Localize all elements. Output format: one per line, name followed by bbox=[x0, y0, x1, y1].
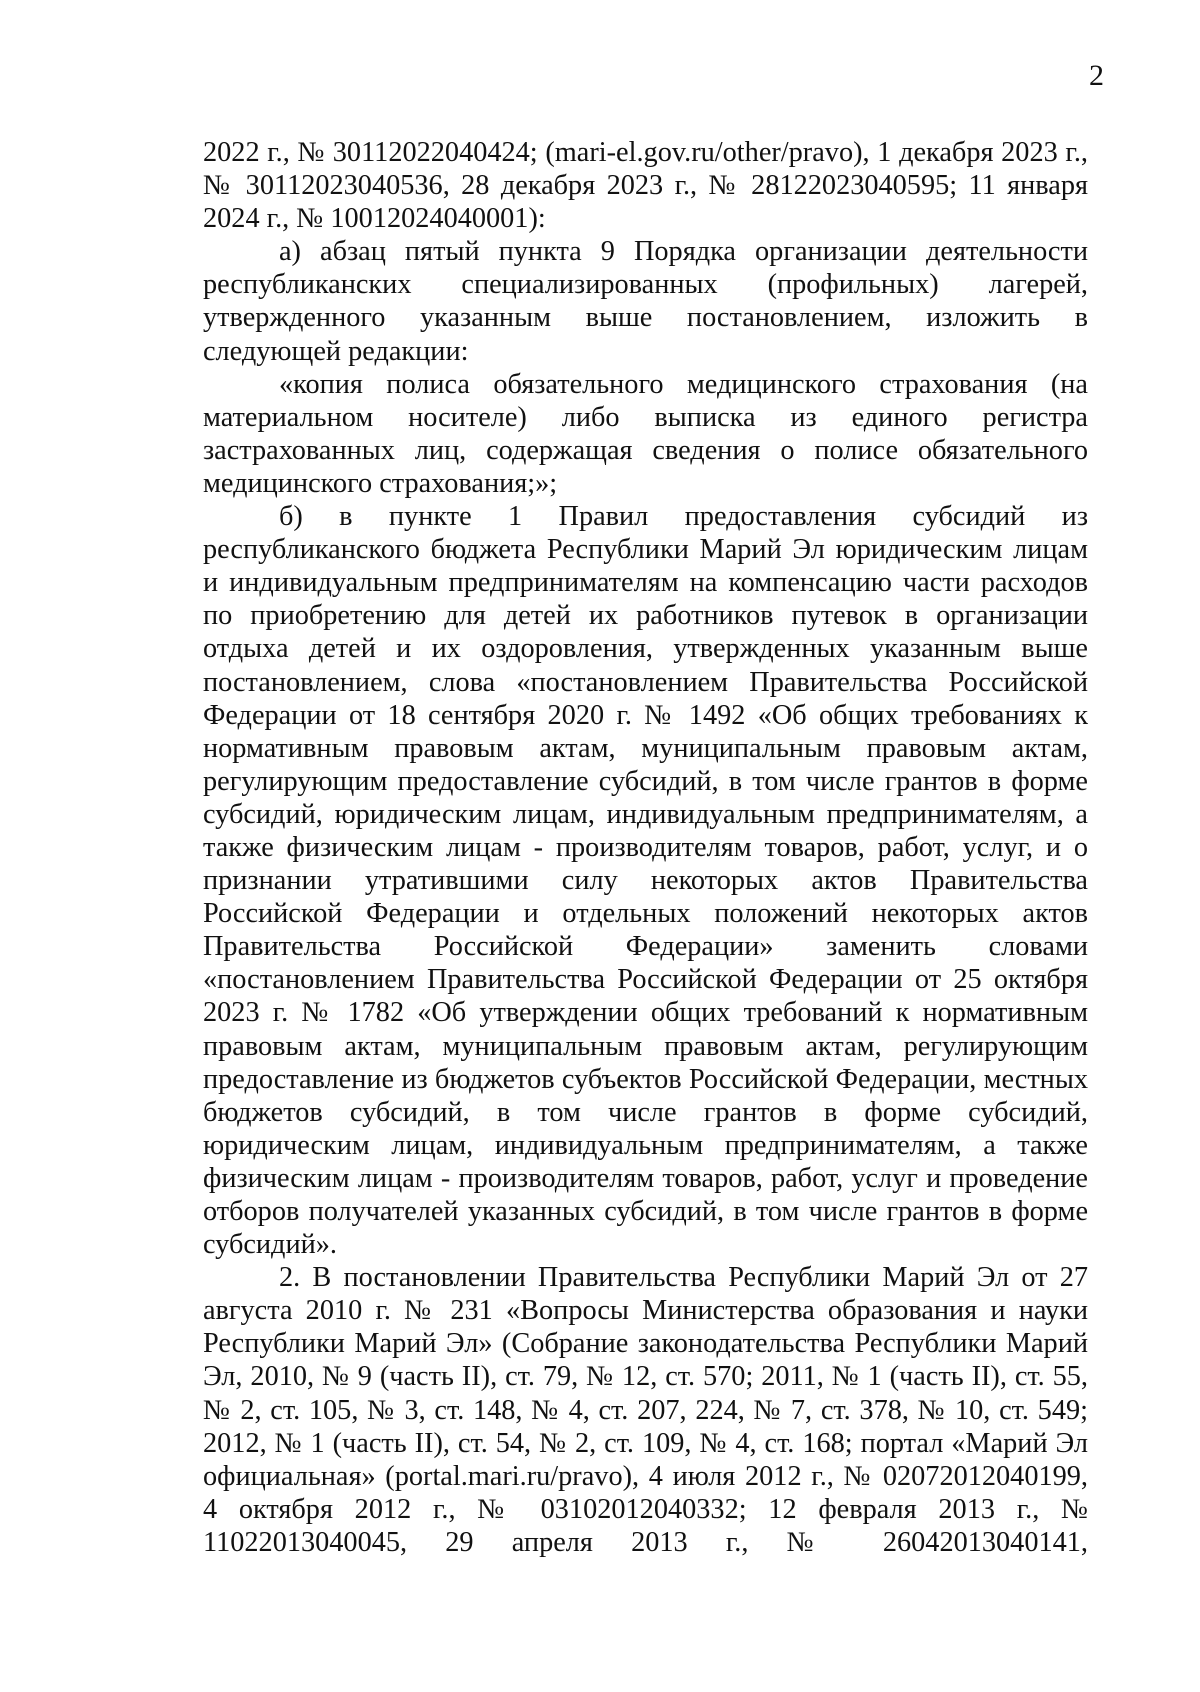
page-number: 2 bbox=[1089, 59, 1104, 92]
paragraph-continuation: 2022 г., № 30112022040424; (mari-el.gov.ru/other/pravo), 1 декабря 2023 г., № 30112023040536, 28 декабря 2023 г., № 28122023040595; 11 января 2024 г., № 10012024040001): bbox=[203, 137, 1088, 235]
document-body bbox=[203, 136, 1088, 1559]
paragraph-item-b: б) в пункте 1 Правил предоставления субсидий из республиканского бюджета Республики Марий Эл юридическим лицам и индивидуальным предпринимателям на компенсацию части расходов по приобретению для детей их работников путевок в организации отдыха детей и их оздоровления, утвержденных указанным выше постановлением, слова «постановлением Правительства Российской Федерации от 18 сентября 2020 г. № 1492 «Об общих требованиях к нормативным правовым актам, муниципальным правовым актам, регулирующим предоставление субсидий, в том числе грантов в форме субсидий, юридическим лицам, индивидуальным предпринимателям, а также физическим лицам - производителям товаров, работ, услуг, и о признании утратившими силу некоторых актов Правительства Российской Федерации и отдельных положений некоторых актов Правительства Российской Федерации» заменить словами «постановлением Правительства Российской Федерации от 25 октября 2023 г. № 1782 «Об утверждении общих требований к нормативным правовым актам, муниципальным правовым актам, регулирующим предоставление из бюджетов субъектов Российской Федерации, местных бюджетов субсидий, в том числе грантов в форме субсидий, юридическим лицам, индивидуальным предпринимателям, а также физическим лицам - производителям товаров, работ, услуг и проведение отборов получателей указанных субсидий, в том числе грантов в форме субсидий». bbox=[203, 501, 1088, 1261]
paragraph-section-2: 2. В постановлении Правительства Республики Марий Эл от 27 августа 2010 г. № 231 «Вопросы Министерства образования и науки Республики Марий Эл» (Собрание законодательства Республики Марий Эл, 2010, № 9 (часть II), ст. 79, № 12, ст. 570; 2011, № 1 (часть II), ст. 55, № 2, ст. 105, № 3, ст. 148, № 4, ст. 207, 224, № 7, ст. 378, № 10, ст. 549; 2012, № 1 (часть II), ст. 54, № 2, ст. 109, № 4, ст. 168; портал «Марий Эл официальная» (portal.mari.ru/pravo), 4 июля 2012 г., № 02072012040199, 4 октября 2012 г., № 03102012040332; 12 февраля 2013 г., № 11022013040045, 29 апреля 2013 г., № 26042013040141, bbox=[203, 1262, 1088, 1558]
paragraph-quote: «копия полиса обязательного медицинского страхования (на материальном носителе) либо выписка из единого регистра застрахованных лиц, содержащая сведения о полисе обязательного медицинского страхования;»; bbox=[203, 368, 1088, 499]
paragraph-item-a: а) абзац пятый пункта 9 Порядка организации деятельности республиканских специализированных (профильных) лагерей, утвержденного указанным выше постановлением, изложить в следующей редакции: bbox=[203, 236, 1088, 367]
